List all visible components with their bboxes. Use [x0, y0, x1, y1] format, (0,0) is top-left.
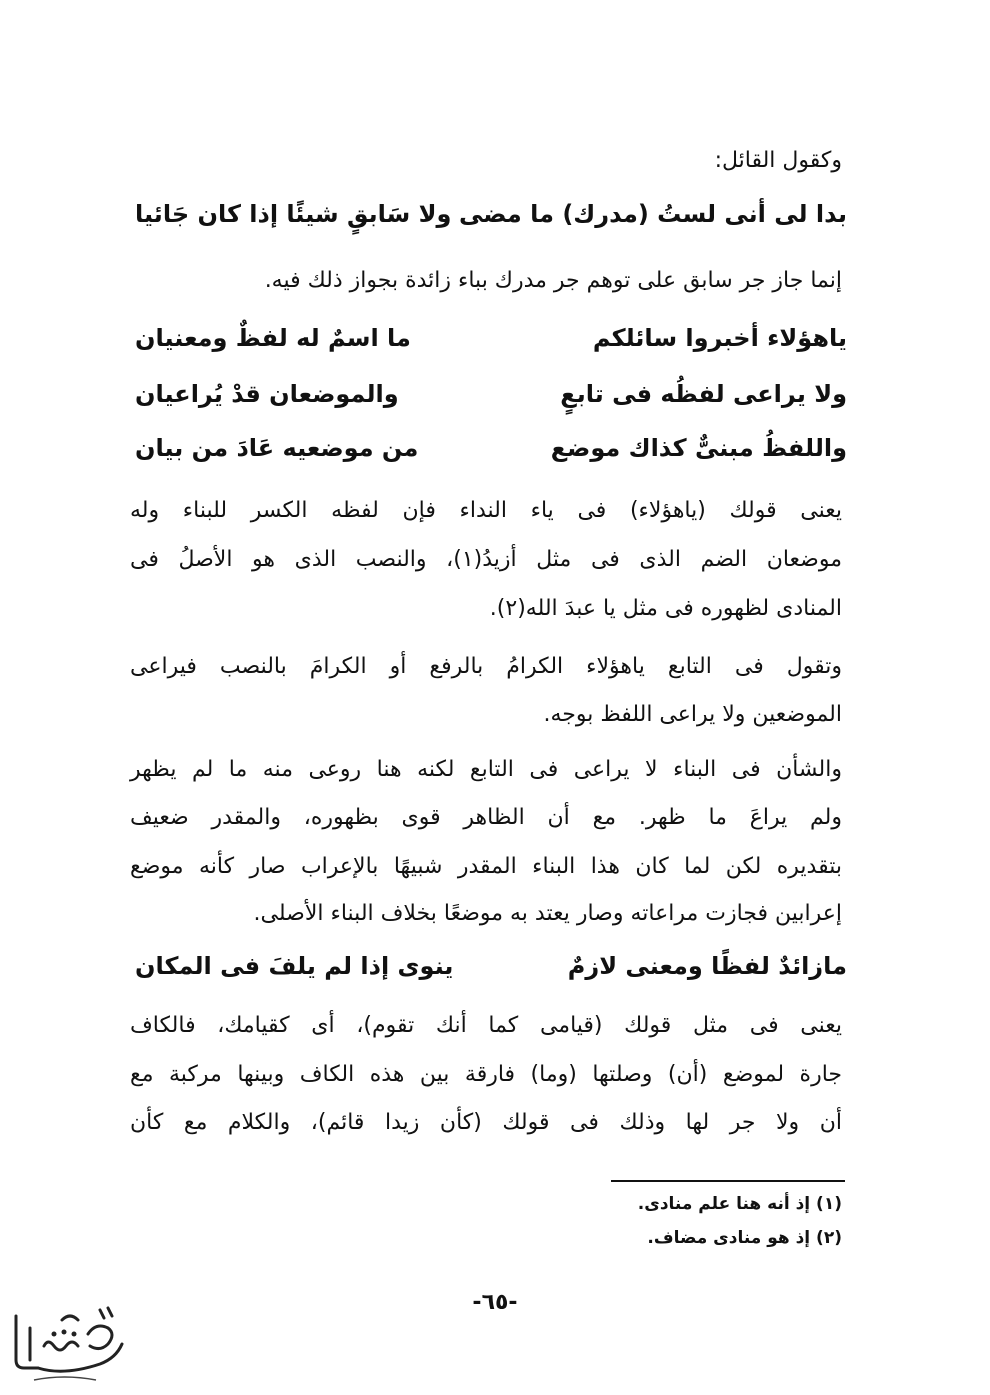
verse-4 — [135, 428, 847, 468]
paragraph-2-line-1: يعنى قولك (ياهؤلاء) فى ياء النداء فإن لفظه الكسر للبناء وله — [130, 498, 842, 523]
verse-5 — [135, 946, 847, 986]
paragraph-4-line-1: والشأن فى البناء لا يراعى فى التابع لكنه هنا روعى منه ما لم يظهر — [130, 757, 842, 782]
verse-1 — [135, 194, 847, 234]
paragraph-2-line-2: موضعان الضم الذى فى مثل أزيدُ(١)، والنصب الذى هو الأصلُ فى — [130, 547, 843, 572]
verse-5-second-hemistich: ينوى إذا لم يلفَ فى المكان — [135, 952, 454, 980]
paragraph-5-line-3: أن ولا جر لها وذلك فى قولك (كأن زيدا قائم)، والكلام مع كأن — [130, 1110, 842, 1135]
paragraph-5-line-2: جارة لموضع (أن) وصلتها (وما) فارقة بين هذه الكاف وبينها مركبة مع — [130, 1062, 842, 1087]
verse-1-second-hemistich: ولا سَابقٍ شيئًا إذا كان جَائيا — [135, 200, 452, 228]
paragraph-5-line-1: يعنى فى مثل قولك (قيامى كما أنك تقوم)، أى كقيامك، فالكاف — [130, 1013, 842, 1038]
page-number: -٦٥- — [472, 1290, 518, 1315]
footnote-2: (٢) إذ هو منادى مضاف. — [647, 1228, 842, 1248]
verse-1-first-hemistich: بدا لى أنى لستُ (مدرك) ما مضى — [458, 200, 847, 228]
paragraph-4-line-3: بتقديره لكن لما كان هذا البناء المقدر شبيهًا بالإعراب صار كأنه موضع — [130, 854, 842, 879]
paragraph-3-line-1: وتقول فى التابع ياهؤلاء الكرامُ بالرفع أو الكرامَ بالنصب فيراعى — [130, 654, 842, 679]
verse-3-second-hemistich: والموضعان قدْ يُراعيان — [135, 380, 399, 408]
paragraph-4-line-4: إعرابين فجازت مراعاته وصار يعتد به موضعًا بخلاف البناء الأصلى. — [253, 901, 842, 926]
verse-2-first-hemistich: ياهؤلاء أخبروا سائلكم — [592, 324, 847, 352]
verse-4-second-hemistich: من موضعيه عَادَ من بيان — [135, 434, 419, 462]
publisher-calligraphy-logo — [4, 1298, 134, 1388]
verse-3 — [135, 374, 847, 414]
verse-2 — [135, 318, 847, 358]
paragraph-4-line-2: ولم يراعَ ما ظهر. مع أن الظاهر قوى بظهوره، والمقدر ضعيف — [130, 805, 842, 830]
paragraph-2-line-3: المنادى لظهوره فى مثل يا عبدَ الله(٢). — [489, 596, 842, 621]
footnote-divider — [611, 1180, 845, 1182]
verse-3-first-hemistich: ولا يراعى لفظُه فى تابعٍ — [560, 380, 847, 408]
verse-2-second-hemistich: ما اسمٌ له لفظٌ ومعنيان — [135, 324, 411, 352]
footnote-1: (١) إذ أنه هنا علم منادى. — [637, 1194, 842, 1214]
paragraph-3-line-2: الموضعين ولا يراعى اللفظ بوجه. — [543, 702, 842, 727]
intro-line: وكقول القائل: — [714, 148, 842, 173]
verse-5-first-hemistich: مازائدٌ لفظًا ومعنى لازمٌ — [567, 952, 847, 980]
paragraph-1-line-1: إنما جاز جر سابق على توهم جر مدرك بباء زائدة بجواز ذلك فيه. — [264, 268, 842, 293]
verse-4-first-hemistich: واللفظُ مبنىٌّ كذاك موضع — [550, 434, 847, 462]
